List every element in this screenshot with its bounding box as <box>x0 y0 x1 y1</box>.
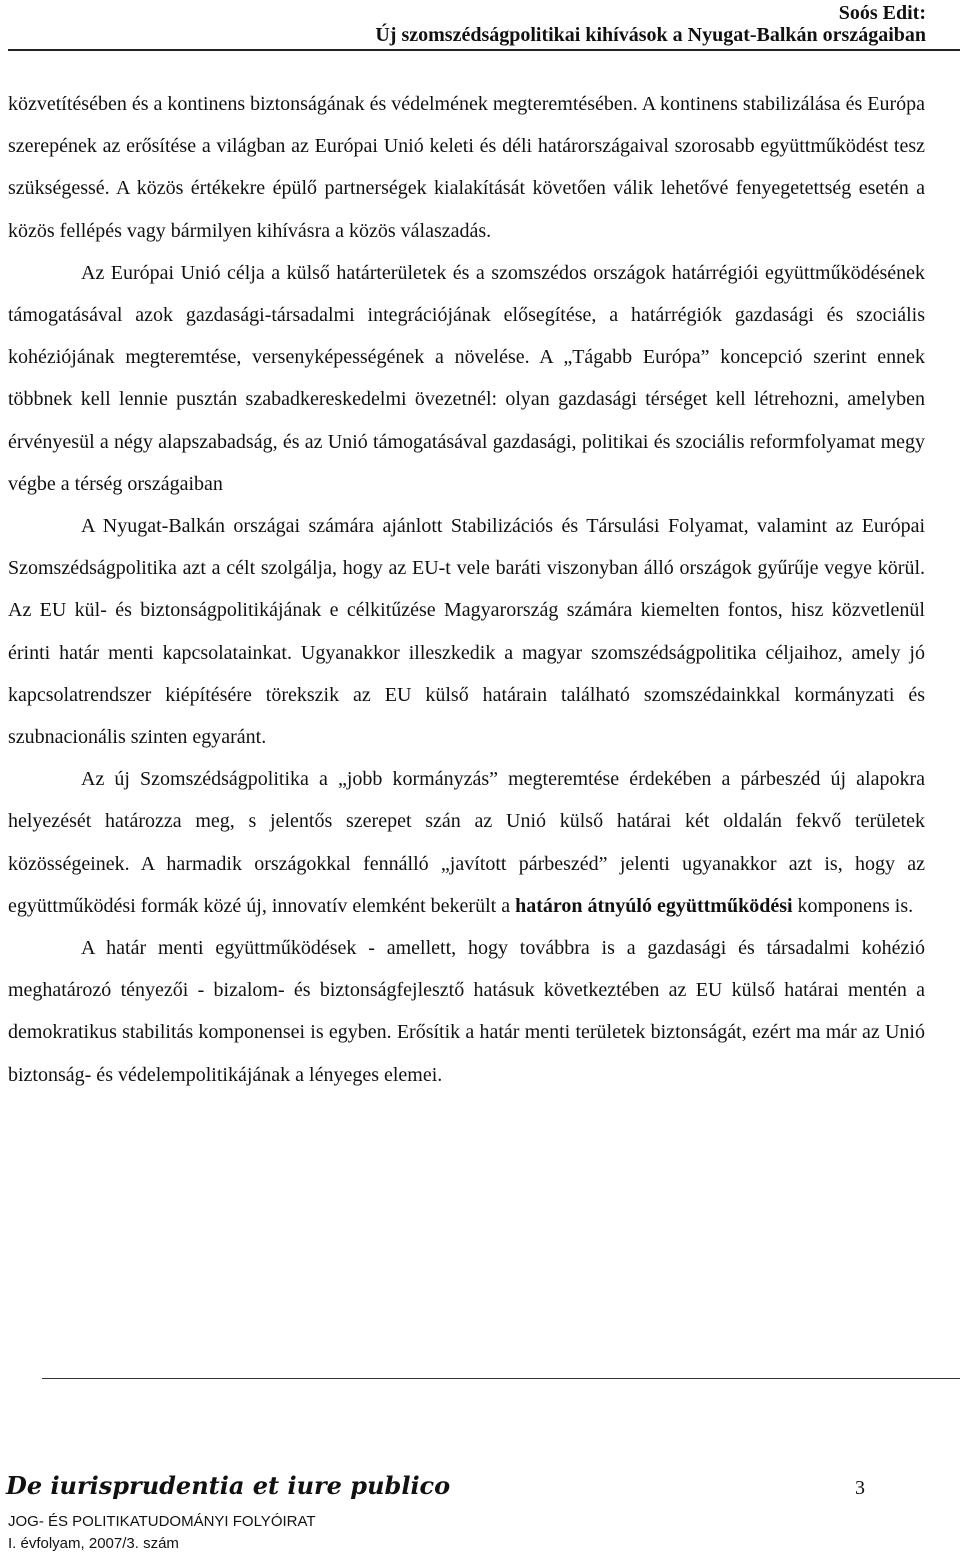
paragraph-4 <box>8 758 925 927</box>
paragraph-4-text-after: komponens is. <box>792 894 914 917</box>
journal-title: De iurisprudentia et iure publico <box>6 1471 451 1500</box>
header-author: Soós Edit: <box>838 2 926 24</box>
paragraph-3: A Nyugat-Balkán országai számára ajánlott Stabilizációs és Társulási Folyamat, valamint az Európai Szomszédságpolitika azt a célt szolgálja, hogy az EU-t vele baráti viszonyban álló országok gyűrűje vegye körül. Az EU kül- és biztonságpolitikájának e célkitűzése Magyarország számára kiemelten fontos, hisz közvetlenül érinti határ menti kapcsolatainkat. Ugyanakkor illeszkedik a magyar szomszédságpolitika céljaihoz, amely jó kapcsolatrendszer kiépítésére törekszik az EU külső határain található szomszédainkkal kormányzati és szubnacionális szinten egyaránt. <box>8 515 925 749</box>
article-body <box>8 83 925 1096</box>
paragraph-2: Az Európai Unió célja a külső határterületek és a szomszédos országok határrégiói együttműködésének támogatásával azok gazdasági-társadalmi integrációjának elősegítése, a határrégiók gazdasági és szociális kohéziójának megteremtése, versenyképességének a növelése. A „Tágabb Európa” koncepció szerint ennek többnek kell lennie pusztán szabadkereskedelmi övezetnél: olyan gazdasági térséget kell létrehozni, amelyben érvényesül a négy alapszabadság, és az Unió támogatásával gazdasági, politikai és szociális reformfolyamat megy végbe a térség országaiban <box>8 261 925 495</box>
page-number: 3 <box>855 1477 865 1499</box>
paragraph-4-text-before: Az új Szomszédságpolitika a „jobb kormányzás” megteremtése érdekében a párbeszéd új alapokra helyezését határozza meg, s jelentős szerepet szán az Unió külső határai két oldalán fekvő területek közösségeinek. A harmadik országokkal fennálló „javított párbeszéd” jelenti ugyanakkor azt is, hogy az együttműködési formák közé új, innovatív elemként bekerült a <box>8 768 925 917</box>
paragraph-5: A határ menti együttműködések - amellett, hogy továbbra is a gazdasági és társadalmi kohézió meghatározó tényezői - bizalom- és biztonságfejlesztő hatásuk következtében az EU külső határai mentén a demokratikus stabilitás komponensei is egyben. Erősítik a határ menti területek biztonságát, ezért ma már az Unió biztonság- és védelempolitikájának a lényeges elemei. <box>8 937 925 1086</box>
header-divider <box>8 49 960 51</box>
page-header <box>0 0 960 52</box>
header-title: Új szomszédságpolitikai kihívások a Nyugat-Balkán országaiban <box>375 24 926 46</box>
paragraph-1: közvetítésében és a kontinens biztonságának és védelmének megteremtésében. A kontinens stabilizálása és Európa szerepének az erősítése a világban az Európai Unió keleti és déli határországaival szorosabb együttműködést tesz szükségessé. A közös értékekre épülő partnerségek kialakítását követően válik lehetővé fenyegetettség esetén a közös fellépés vagy bármilyen kihívásra a közös válaszadás. <box>8 93 925 242</box>
journal-subtitle: JOG- ÉS POLITIKATUDOMÁNYI FOLYÓIRAT <box>8 1513 316 1530</box>
paragraph-4-bold-term: határon átnyúló együttműködési <box>515 894 793 917</box>
footer-divider <box>42 1378 960 1379</box>
journal-issue: I. évfolyam, 2007/3. szám <box>8 1535 179 1552</box>
